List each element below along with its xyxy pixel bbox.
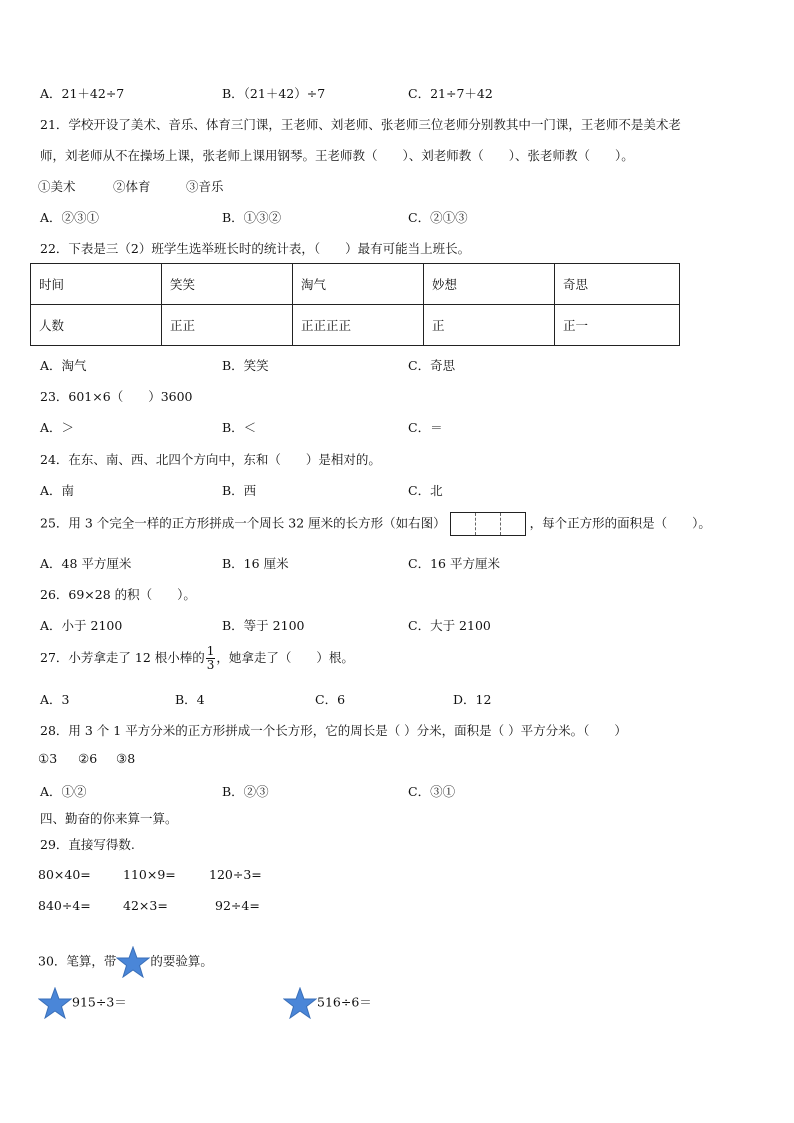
q21-stem-line1: 21．学校开设了美术、音乐、体育三门课，王老师、刘老师、张老师三位老师分别教其中一门课，王老师不是美术老 bbox=[40, 117, 681, 132]
q27-option-b: B．4 bbox=[175, 692, 205, 707]
star-icon bbox=[38, 987, 72, 1019]
q21-option-b: B．①③② bbox=[222, 210, 282, 225]
table-cell: 正正正正 bbox=[293, 305, 424, 346]
table-cell: 正 bbox=[424, 305, 555, 346]
q30-stem bbox=[38, 946, 213, 978]
q27-stem-after: ，她拿走了（ ）根。 bbox=[216, 650, 354, 665]
q30-stem-after: 的要验算。 bbox=[150, 953, 213, 969]
q25-stem-before: 25．用 3 个完全一样的正方形拼成一个周长 32 厘米的长方形（如右图） bbox=[40, 515, 446, 531]
table-cell: 正一 bbox=[555, 305, 680, 346]
q20-option-c: C．21÷7＋42 bbox=[408, 86, 493, 101]
q30-item-1 bbox=[38, 987, 127, 1019]
q25-option-c: C．16 平方厘米 bbox=[408, 556, 500, 571]
star-icon bbox=[283, 987, 317, 1019]
q30-problem: 516÷6＝ bbox=[317, 994, 372, 1010]
q29-problem: 120÷3= bbox=[209, 867, 262, 882]
q22-stem: 22．下表是三（2）班学生选举班长时的统计表，（ ）最有可能当上班长。 bbox=[40, 241, 471, 256]
fraction-one-third: $\frac{1}{3}$ bbox=[206, 644, 215, 672]
q21-option-a: A．②③① bbox=[40, 210, 100, 225]
star-icon bbox=[116, 946, 150, 978]
table-cell: 时间 bbox=[31, 264, 162, 305]
table-cell: 妙想 bbox=[424, 264, 555, 305]
vote-tally-table bbox=[30, 263, 680, 346]
q29-problem: 42×3= bbox=[123, 898, 168, 913]
q28-item-3: ③8 bbox=[116, 751, 136, 766]
q28-option-b: B．②③ bbox=[222, 784, 269, 799]
q20-option-b: B．（21＋42）÷7 bbox=[222, 86, 326, 101]
table-cell: 奇思 bbox=[555, 264, 680, 305]
q28-item-1: ①3 bbox=[38, 751, 58, 766]
q29-problem: 110×9= bbox=[123, 867, 176, 882]
q29-problem: 92÷4= bbox=[215, 898, 260, 913]
q23-option-b: B．＜ bbox=[222, 420, 257, 435]
q29-problem: 80×40= bbox=[38, 867, 91, 882]
q30-item-2 bbox=[283, 987, 372, 1019]
table-cell: 人数 bbox=[31, 305, 162, 346]
q21-option-c: C．②①③ bbox=[408, 210, 468, 225]
q28-stem: 28．用 3 个 1 平方分米的正方形拼成一个长方形，它的周长是（ ）分米，面积是（ ）平方分米。（ ） bbox=[40, 723, 627, 738]
q28-option-c: C．③① bbox=[408, 784, 456, 799]
table-row bbox=[31, 305, 680, 346]
q27-option-a: A．3 bbox=[40, 692, 70, 707]
q24-stem: 24．在东、南、西、北四个方向中，东和（ ）是相对的。 bbox=[40, 452, 381, 467]
q30-stem-before: 30．笔算，带 bbox=[38, 953, 117, 969]
q27-stem bbox=[40, 645, 354, 672]
three-squares-rectangle-figure bbox=[450, 512, 526, 536]
q23-option-a: A．＞ bbox=[40, 420, 75, 435]
q29-stem: 29．直接写得数. bbox=[40, 837, 135, 852]
q21-stem-line2: 师，刘老师从不在操场上课，张老师上课用钢琴。王老师教（ ）、刘老师教（ ）、张老师教（ ）。 bbox=[40, 148, 634, 163]
q21-item-3: ③音乐 bbox=[186, 179, 224, 194]
q27-option-d: D．12 bbox=[453, 692, 492, 707]
q25-option-a: A．48 平方厘米 bbox=[40, 556, 132, 571]
q26-stem: 26．69×28 的积（ ）。 bbox=[40, 587, 196, 602]
q21-item-2: ②体育 bbox=[113, 179, 151, 194]
q24-option-b: B．西 bbox=[222, 483, 257, 498]
q26-option-c: C．大于 2100 bbox=[408, 618, 491, 633]
q25-stem-after: ，每个正方形的面积是（ ）。 bbox=[529, 515, 711, 531]
q24-option-a: A．南 bbox=[40, 483, 75, 498]
q26-option-b: B．等于 2100 bbox=[222, 618, 305, 633]
q22-option-c: C．奇思 bbox=[408, 358, 456, 373]
q21-item-1: ①美术 bbox=[38, 179, 76, 194]
q29-problem: 840÷4= bbox=[38, 898, 91, 913]
q28-item-2: ②6 bbox=[78, 751, 98, 766]
q27-option-c: C．6 bbox=[315, 692, 346, 707]
q24-option-c: C．北 bbox=[408, 483, 443, 498]
q25-stem bbox=[40, 512, 711, 536]
q22-option-a: A．淘气 bbox=[40, 358, 87, 373]
table-cell: 笑笑 bbox=[162, 264, 293, 305]
q28-option-a: A．①② bbox=[40, 784, 87, 799]
table-row bbox=[31, 264, 680, 305]
q27-stem-before: 27．小芳拿走了 12 根小棒的 bbox=[40, 650, 205, 665]
section-4-heading: 四、勤奋的你来算一算。 bbox=[40, 811, 178, 826]
q30-problem: 915÷3＝ bbox=[72, 994, 127, 1010]
q23-option-c: C．＝ bbox=[408, 420, 443, 435]
q20-option-a: A．21＋42÷7 bbox=[40, 86, 125, 101]
q22-option-b: B．笑笑 bbox=[222, 358, 269, 373]
q26-option-a: A．小于 2100 bbox=[40, 618, 123, 633]
table-cell: 正正 bbox=[162, 305, 293, 346]
q25-option-b: B．16 厘米 bbox=[222, 556, 289, 571]
table-cell: 淘气 bbox=[293, 264, 424, 305]
q23-stem: 23．601×6（ ）3600 bbox=[40, 389, 193, 404]
